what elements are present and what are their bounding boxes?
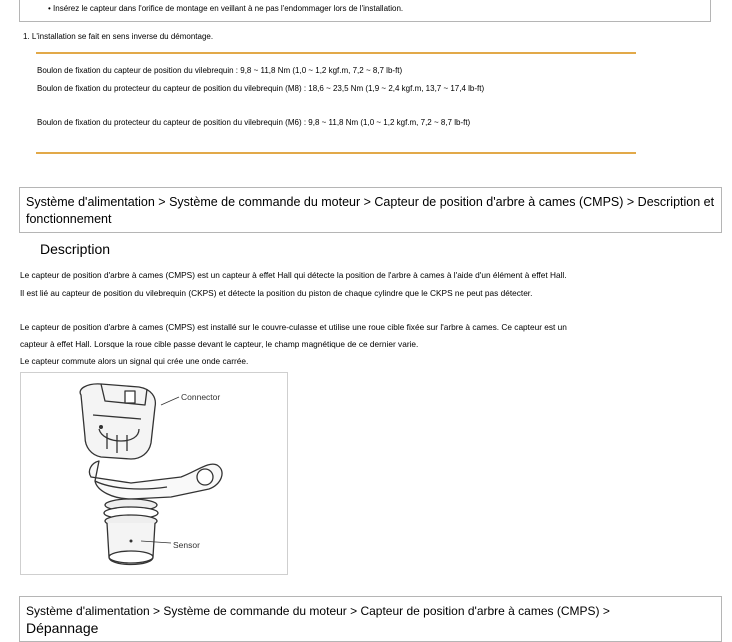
breadcrumb-line-1: Système d'alimentation > Système de commande du moteur > Capteur de position d'arbre à cames (CMPS) > (26, 604, 610, 618)
torque-spec-1: Boulon de fixation du capteur de position du vilebrequin : 9,8 ~ 11,8 Nm (1,0 ~ 1,2 kgf.m, 7,2 ~ 8,7 lb-ft) (37, 66, 403, 75)
description-line-4: capteur à effet Hall. Lorsque la roue cible passe devant le capteur, le champ magnétique de ce dernier varie. (20, 339, 419, 349)
description-line-1: Le capteur de position d'arbre à cames (CMPS) est un capteur à effet Hall qui détecte la position de l'arbre à cames à l'aide d'un élément à effet Hall. (20, 270, 567, 280)
cmps-figure (20, 372, 288, 575)
install-note: • Insérez le capteur dans l'orifice de montage en veillant à ne pas l'endommager lors de l'installation. (48, 4, 404, 13)
description-line-2: Il est lié au capteur de position du vilebrequin (CKPS) et détecte la position du piston de chaque cylindre que le CKPS ne peut pas détecter. (20, 288, 533, 298)
cmps-sensor-illustration (21, 373, 287, 574)
breadcrumb: Système d'alimentation > Système de commande du moteur > Capteur de position d'arbre à cames (CMPS) > Description et fonctionnement (26, 195, 715, 226)
breadcrumb-line-2: Dépannage (26, 620, 99, 636)
description-line-5: Le capteur commute alors un signal qui crée une onde carrée. (20, 356, 249, 366)
page-title: Description (40, 241, 111, 257)
note-box (19, 0, 711, 22)
torque-spec-2: Boulon de fixation du protecteur du capteur de position du vilebrequin (M8) : 18,6 ~ 23,5 Nm (1,9 ~ 2,4 kgf.m, 13,7 ~ 17,4 lb-ft) (37, 84, 485, 93)
description-line-3: Le capteur de position d'arbre à cames (CMPS) est installé sur le couvre-culasse et utilise une roue cible fixée sur l'arbre à cames. Ce capteur est un (20, 322, 567, 332)
torque-top-rule (36, 52, 636, 54)
torque-bottom-rule (36, 152, 636, 154)
torque-spec-3: Boulon de fixation du protecteur du capteur de position du vilebrequin (M6) : 9,8 ~ 11,8 Nm (1,0 ~ 1,2 kgf.m, 7,2 ~ 8,7 lb-ft) (37, 118, 471, 127)
section-header-description (19, 187, 722, 233)
sensor-label: Sensor (173, 540, 200, 550)
step-1: 1. L'installation se fait en sens inverse du démontage. (23, 32, 214, 41)
connector-label: Connector (181, 392, 221, 402)
section-header-troubleshooting (19, 596, 722, 642)
